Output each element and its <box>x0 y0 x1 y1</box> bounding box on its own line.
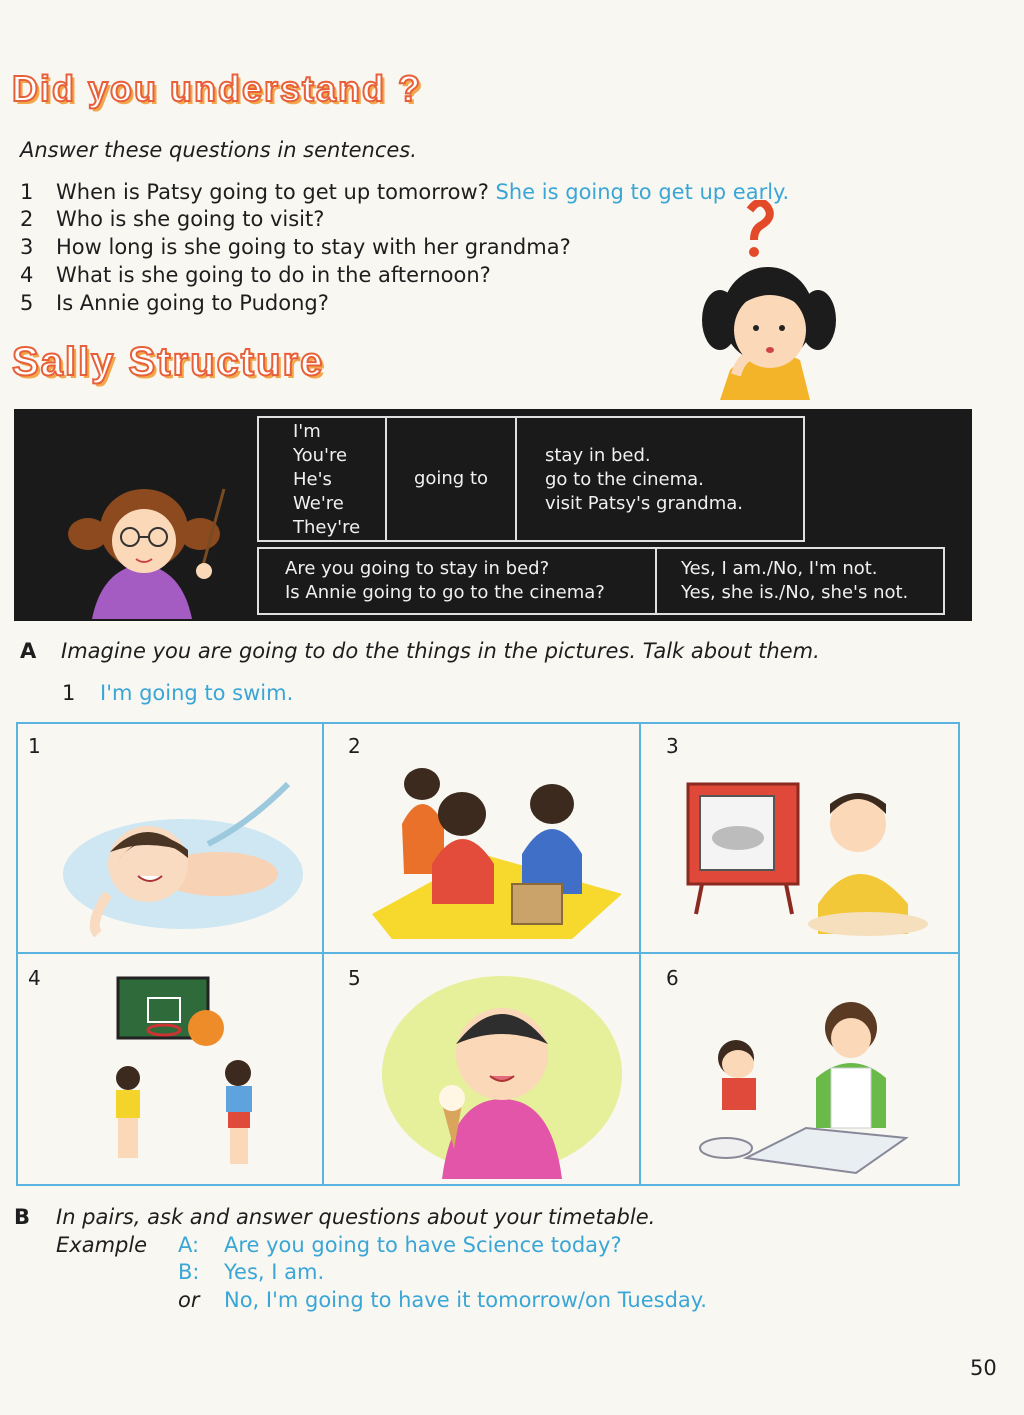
picture-number: 5 <box>348 966 361 990</box>
washing-dishes-picture <box>686 988 946 1178</box>
action: go to the cinema. <box>545 469 704 490</box>
teacher-illustration <box>52 479 252 619</box>
question-text: When is Patsy going to get up tomorrow? <box>56 180 489 204</box>
section-a-example: I'm going to swim. <box>100 681 294 705</box>
question-text: How long is she going to stay with her grandma? <box>56 235 571 259</box>
subject: You're <box>293 445 348 466</box>
picture-number: 3 <box>666 734 679 758</box>
questions-cell <box>257 547 657 615</box>
picture-grid <box>16 722 960 1186</box>
question-number: 3 <box>20 235 34 259</box>
question-number: 4 <box>20 263 34 287</box>
question-3 <box>20 235 571 259</box>
subject: I'm <box>293 421 321 442</box>
picture-number: 1 <box>28 734 41 758</box>
question-text: Is Annie going to Pudong? <box>56 291 329 315</box>
dialogue-label-b: B: <box>178 1260 200 1284</box>
picture-number: 4 <box>28 966 41 990</box>
section-b-letter: B <box>14 1205 31 1229</box>
section-a-instruction: Imagine you are going to do the things in the pictures. Talk about them. <box>61 639 820 663</box>
did-you-understand-title: Did you understand ? <box>12 68 423 109</box>
question-number: 5 <box>20 291 34 315</box>
answer-text: She is going to get up early. <box>495 180 790 204</box>
answers-cell <box>655 547 945 615</box>
verb-text: going to <box>413 468 489 489</box>
verb-cell <box>385 416 517 542</box>
dialogue-line-a: Are you going to have Science today? <box>224 1233 622 1257</box>
basketball-picture <box>88 968 308 1178</box>
dialogue-line-b: Yes, I am. <box>224 1260 325 1284</box>
action: stay in bed. <box>545 445 651 466</box>
question-4 <box>20 263 491 287</box>
dialogue-line-or: No, I'm going to have it tomorrow/on Tuesday. <box>224 1288 707 1312</box>
thinking-girl-illustration <box>690 200 840 400</box>
subject: We're <box>293 493 344 514</box>
section-a-letter: A <box>20 639 37 663</box>
picnic-picture <box>362 744 632 944</box>
question-number: 1 <box>20 180 34 204</box>
structure-box <box>14 409 972 621</box>
page-number: 50 <box>970 1356 997 1380</box>
subject: He's <box>293 469 332 490</box>
watching-tv-picture <box>678 764 948 944</box>
sally-structure-title: Sally Structure <box>12 340 325 384</box>
question-text: Who is she going to visit? <box>56 207 325 231</box>
structure-question: Is Annie going to go to the cinema? <box>285 582 605 603</box>
question-5 <box>20 291 329 315</box>
question-text: What is she going to do in the afternoon? <box>56 263 491 287</box>
instruction-text: Answer these questions in sentences. <box>20 138 417 162</box>
question-1 <box>20 180 789 204</box>
example-label: Example <box>56 1233 148 1257</box>
section-b-instruction: In pairs, ask and answer questions about your timetable. <box>56 1205 656 1229</box>
dialogue-label-or: or <box>178 1288 200 1312</box>
subjects-cell <box>257 416 387 542</box>
action: visit Patsy's grandma. <box>545 493 743 514</box>
ice-cream-picture <box>362 974 632 1179</box>
question-2 <box>20 207 324 231</box>
section-a-example-number: 1 <box>62 681 76 705</box>
actions-cell <box>515 416 805 542</box>
structure-answer: Yes, she is./No, she's not. <box>681 582 909 603</box>
picture-number: 6 <box>666 966 679 990</box>
dialogue-label-a: A: <box>178 1233 200 1257</box>
structure-answer: Yes, I am./No, I'm not. <box>681 558 878 579</box>
swimming-boy-picture <box>58 764 308 944</box>
picture-number: 2 <box>348 734 361 758</box>
question-number: 2 <box>20 207 34 231</box>
subject: They're <box>293 517 361 538</box>
structure-question: Are you going to stay in bed? <box>285 558 550 579</box>
